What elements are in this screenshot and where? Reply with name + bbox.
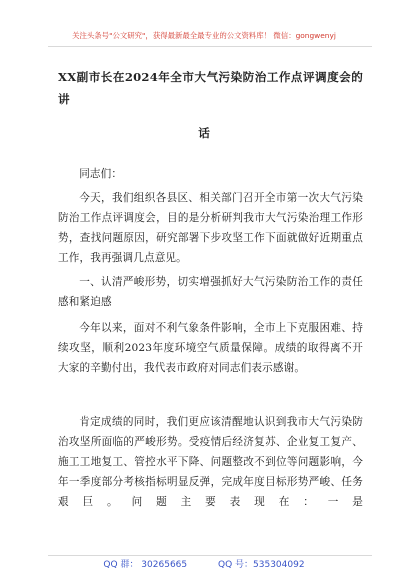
paragraph-situation: 肯定成绩的同时，我们更应该清醒地认识到我市大气污染防治攻坚所面临的严峻形势。受疫情后经济复苏、企业复工复产、施工工地复工、管控水平下降、问题整改不到位等问题影响，今年一季度部分考核指标明显反弹，完成年度目标形势严峻、任务艰巨。问题主要表现在：一是 bbox=[58, 416, 363, 508]
document-title-continuation: 话 bbox=[198, 126, 210, 140]
paragraph-opening: 今天，我们组织各县区、相关部门召开全市第一次大气污染防治工作点评调度会，目的是分析研判我市大气污染治理工作形势，查找问题原因，研究部署下步攻坚工作下面就做好近期重点工作，我再强调几点意见。 bbox=[58, 192, 363, 264]
salutation: 同志们： bbox=[79, 168, 123, 180]
header-banner: 关注头条号"公文研究"，获得最新最全最专业的公文资料库！ 微信：gongwenyj bbox=[72, 31, 336, 40]
footer-qq-number: QQ 号：535304092 bbox=[218, 560, 305, 570]
header-divider bbox=[48, 46, 372, 47]
paragraph-achievements: 今年以来，面对不利气象条件影响，全市上下克服困难、持续攻坚，顺利2023年度环境空气质量保障。成绩的取得离不开大家的辛勤付出，我代表市政府对同志们表示感谢。 bbox=[58, 322, 363, 374]
footer-qq-group: QQ 群： 30265665 bbox=[103, 560, 188, 570]
section-heading-1: 一、认清严峻形势，切实增强抓好大气污染防治工作的责任感和紧迫感 bbox=[58, 276, 363, 308]
footer-contact bbox=[0, 557, 408, 570]
footer-divider bbox=[48, 555, 372, 556]
document-title: XX副市长在2024年全市大气污染防治工作点评调度会的讲 bbox=[58, 70, 363, 106]
